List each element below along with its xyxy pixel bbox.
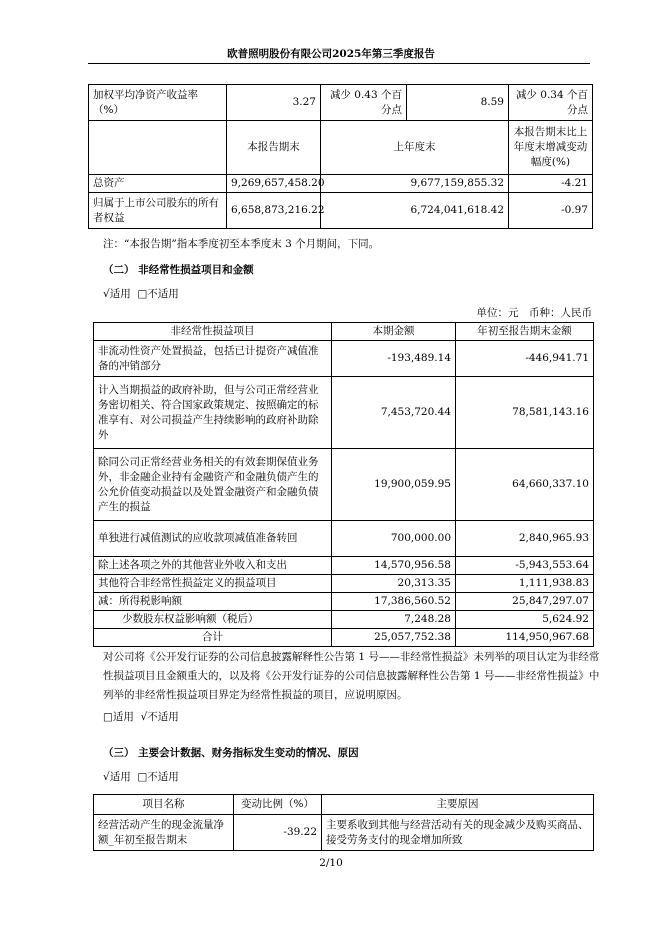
table-row [89, 175, 593, 193]
value-cell: 17,386,560.52 [332, 593, 456, 611]
header-divider [88, 63, 590, 64]
value-cell: 25,847,297.07 [456, 593, 594, 611]
value-cell: -39.22 [234, 815, 322, 851]
change-cell: 减少 0.34 个百分点 [509, 85, 593, 121]
column-header: 本期金额 [332, 323, 456, 341]
check-applicable: √适用 [103, 771, 131, 783]
value-cell: 3.27 [227, 85, 321, 121]
value-cell: 9,677,159,855.32 [321, 175, 509, 193]
table-row [94, 341, 594, 377]
note-text: 注：“本报告期”指本季度初至本季度末 3 个月期间，下同。 [103, 238, 380, 250]
value-cell: 7,248.28 [332, 611, 456, 629]
table-header-row [94, 323, 594, 341]
value-cell: 5,624.92 [456, 611, 594, 629]
check-applicable: √适用 [103, 288, 131, 300]
item-cell: 单独进行减值测试的应收款项减值准备转回 [94, 521, 332, 557]
table-row [94, 575, 594, 593]
value-cell: -446,941.71 [456, 341, 594, 377]
value-cell: -193,489.14 [332, 341, 456, 377]
table-header-row [94, 795, 594, 815]
value-cell: 9,269,657,458.20 [227, 175, 321, 193]
value-cell: 1,111,938.83 [456, 575, 594, 593]
value-cell: 19,900,059.95 [332, 449, 456, 521]
value-cell: 2,840,965.93 [456, 521, 594, 557]
checkbox-group-2 [103, 709, 179, 724]
page-header-title: 欧普照明股份有限公司2025年第三季度报告 [227, 48, 435, 60]
table-row [94, 521, 594, 557]
item-cell: 减：所得税影响额 [94, 593, 332, 611]
value-cell: 14,570,956.58 [332, 557, 456, 575]
item-cell: 合计 [94, 629, 332, 647]
item-cell: 经营活动产生的现金流量净额_年初至报告期末 [94, 815, 234, 851]
table-row [94, 377, 594, 449]
change-cell: 减少 0.43 个百分点 [321, 85, 407, 121]
non-recurring-table [93, 322, 594, 647]
column-header: 变动比例（%） [234, 795, 322, 815]
value-cell: 114,950,967.68 [456, 629, 594, 647]
table-row [89, 193, 593, 229]
check-not-applicable: □不适用 [137, 771, 179, 783]
table-row [89, 85, 593, 121]
table-total-row [94, 629, 594, 647]
checkbox-group-3 [103, 769, 179, 784]
value-cell: 700,000.00 [332, 521, 456, 557]
column-header: 非经常性损益项目 [94, 323, 332, 341]
item-cell: 计入当期损益的政府补助，但与公司正常经营业务密切相关、符合国家政策规定、按照确定的标准享有、对公司损益产生持续影响的政府补助除外 [94, 377, 332, 449]
change-reasons-table [93, 794, 594, 851]
page-number: 2/10 [319, 857, 343, 869]
column-header: 主要原因 [322, 795, 594, 815]
value-cell: 6,724,041,618.42 [321, 193, 509, 229]
value-cell: 78,581,143.16 [456, 377, 594, 449]
item-cell: 其他符合非经常性损益定义的损益项目 [94, 575, 332, 593]
table-row [94, 593, 594, 611]
row-label: 总资产 [89, 175, 227, 193]
value-cell: 20,313.35 [332, 575, 456, 593]
value-cell: -5,943,553.64 [456, 557, 594, 575]
value-cell: -4.21 [509, 175, 593, 193]
item-cell: 少数股东权益影响额（税后） [94, 611, 332, 629]
table-header-row [89, 121, 593, 175]
table-row [94, 557, 594, 575]
empty-cell [89, 121, 227, 175]
item-cell: 非流动性资产处置损益，包括已计提资产减值准备的冲销部分 [94, 341, 332, 377]
check-not-applicable: □不适用 [137, 288, 179, 300]
item-cell: 除上述各项之外的其他营业外收入和支出 [94, 557, 332, 575]
column-header: 项目名称 [94, 795, 234, 815]
row-label: 加权平均净资产收益率（%） [89, 85, 227, 121]
value-cell: 7,453,720.44 [332, 377, 456, 449]
value-cell: 6,658,873,216.22 [227, 193, 321, 229]
table-row [94, 611, 594, 629]
financial-summary-table [88, 84, 593, 229]
item-cell: 除同公司正常经营业务相关的有效套期保值业务外，非金融企业持有金融资产和金融负债产生的公允价值变动损益以及处置金融资产和金融负债产生的损益 [94, 449, 332, 521]
checkbox-applicable [103, 286, 179, 301]
check-not-applicable: √不适用 [140, 711, 179, 723]
check-applicable: □适用 [103, 711, 134, 723]
section-title: （三） 主要会计数据、财务指标发生变动的情况、原因 [103, 747, 359, 759]
table-row [94, 815, 594, 851]
section-title: （二） 非经常性损益项目和金额 [103, 264, 254, 276]
value-cell: 8.59 [407, 85, 509, 121]
row-label: 归属于上市公司股东的所有者权益 [89, 193, 227, 229]
column-header: 本报告期末 [227, 121, 321, 175]
column-header: 本报告期末比上年度末增减变动幅度(%) [509, 121, 593, 175]
table-row [94, 449, 594, 521]
explanation-paragraph: 对公司将《公开发行证券的公司信息披露解释性公告第 1 号——非经常性损益》未列举的项目认定为非经常性损益项目且金额重大的，以及将《公开发行证券的公司信息披露解释性公告第 1 号——非经常性损益》中列举的非经常性损益项目界定为经常性损益的项目，应说明原因。 [103, 651, 600, 701]
column-header: 年初至报告期末金额 [456, 323, 594, 341]
column-header: 上年度末 [321, 121, 509, 175]
value-cell: 25,057,752.38 [332, 629, 456, 647]
value-cell: -0.97 [509, 193, 593, 229]
value-cell: 64,660,337.10 [456, 449, 594, 521]
reason-cell: 主要系收到其他与经营活动有关的现金减少及购买商品、接受劳务支付的现金增加所致 [322, 815, 594, 851]
unit-label: 单位：元 币种：人民币 [476, 307, 592, 319]
